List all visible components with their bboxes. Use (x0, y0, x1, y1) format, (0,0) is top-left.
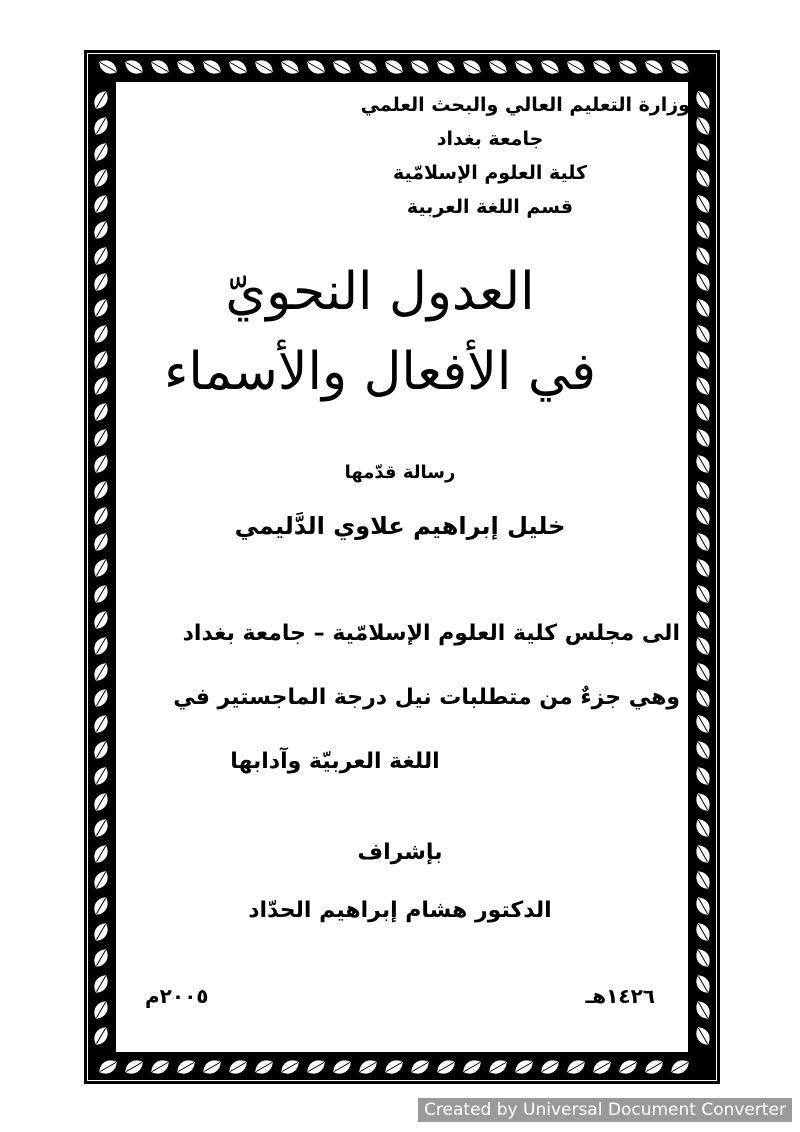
purpose-line-3: اللغة العربيّة وآدابها (230, 749, 440, 774)
institution-header (290, 88, 690, 224)
department-line: قسم اللغة العربية (406, 196, 574, 218)
ministry-line: وزارة التعليم العالي والبحث العلمي (360, 94, 690, 116)
supervisor-name: الدكتور هشام إبراهيم الحدّاد (248, 898, 552, 923)
thesis-title (120, 252, 640, 412)
title-line-2: في الأفعال والأسماء (163, 342, 597, 402)
supervisor-intro: بإشراف (357, 840, 443, 865)
purpose-line-1: الى مجلس كلية العلوم الإسلامّية – جامعة بغداد (182, 621, 680, 646)
author-intro: رسالة قدّمها (344, 462, 456, 483)
gregorian-date: ٢٠٠٥م (145, 984, 209, 1008)
hijri-date: ١٤٢٦هـ (585, 984, 655, 1008)
title-line-1: العدول النحويّ (225, 262, 535, 322)
author-name: خليل إبراهيم علاوي الدَّليمي (234, 512, 566, 540)
thesis-purpose (140, 602, 680, 794)
university-line: جامعة بغداد (436, 128, 544, 150)
converter-watermark: Created by Universal Document Converter (418, 1098, 792, 1122)
college-line: كلية العلوم الإسلامّية (392, 162, 588, 184)
purpose-line-2: وهي جزءٌ من متطلبات نيل درجة الماجستير في (173, 685, 680, 710)
